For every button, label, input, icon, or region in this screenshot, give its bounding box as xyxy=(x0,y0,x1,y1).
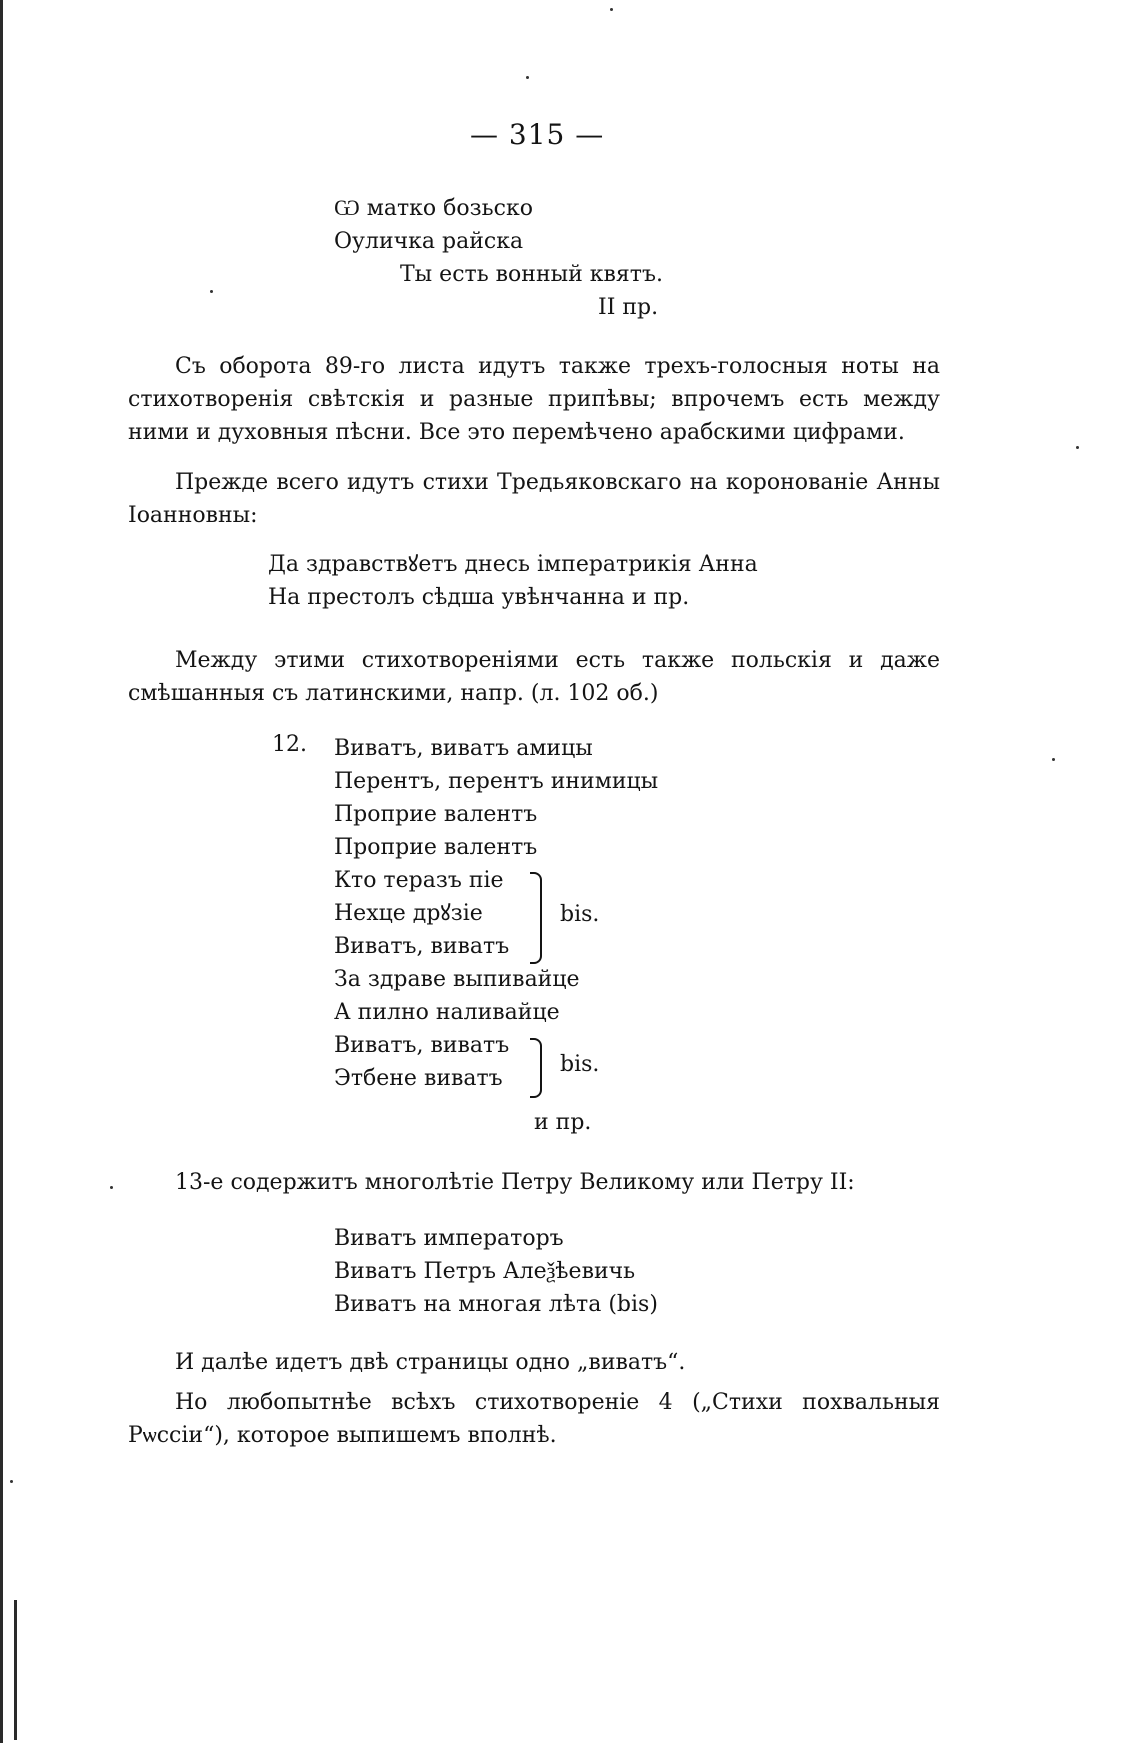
verse-coronation xyxy=(268,548,758,614)
verse-line: II пр. xyxy=(598,295,659,320)
paragraph-polish-poems: Между этими стихотвореніями есть также польскія и даже смѣшанныя съ латинскими, напр. (л. 102 об.) xyxy=(128,648,940,706)
verse-emperor xyxy=(334,1222,658,1321)
song-number: 12. xyxy=(272,732,307,757)
verse-line: Нехце дрꙋзie xyxy=(334,901,483,926)
song-end: и пр. xyxy=(534,1110,592,1135)
verse-vivat-song xyxy=(334,732,658,1095)
verse-line: А пилно наливайце xyxy=(334,1000,560,1025)
page-number: — 315 — xyxy=(470,118,605,151)
scan-edge-bottom-left xyxy=(14,1600,17,1740)
scan-speck xyxy=(526,76,529,79)
verse-line: Этбене виватъ xyxy=(334,1066,503,1091)
scan-speck xyxy=(10,1480,13,1483)
verse-line: Виватъ императоръ xyxy=(334,1226,564,1251)
paragraph-two-pages: И далѣе идетъ двѣ страницы одно „виватъ“. xyxy=(175,1350,686,1375)
verse-line: На престолъ сѣдша увѣнчанна и пр. xyxy=(268,585,690,610)
verse-line: Ѡ матко бозьско xyxy=(334,196,533,221)
verse-line: Виватъ, виватъ xyxy=(334,934,510,959)
verse-line: Да здравствꙋетъ днесь імператрикія Анна xyxy=(268,552,758,577)
scan-speck xyxy=(210,290,213,293)
repeat-brace xyxy=(530,872,542,964)
verse-line: Проприе валентъ xyxy=(334,802,538,827)
verse-line: Перентъ, перентъ инимицы xyxy=(334,769,659,794)
scan-edge-left xyxy=(0,0,3,1743)
verse-line: Виватъ Петръ Алеѯѣевичь xyxy=(334,1259,636,1284)
scan-speck xyxy=(1076,446,1079,449)
scan-speck xyxy=(1052,758,1055,761)
paragraph-trediakovsky: Прежде всего идутъ стихи Тредьяковскаго на коронованіе Анны Іоанновны: xyxy=(128,470,940,528)
paragraph-secular-poems: Съ оборота 89-го листа идутъ также трехъ-голосныя ноты на стихотворенія свѣтскія и разные припѣвы; впрочемъ есть между ними и духовныя пѣсни. Все это перемѣчено арабскими цифрами. xyxy=(128,354,940,445)
paragraph-praise-russia: Но любопытнѣе всѣхъ стихотвореніе 4 („Стихи похвальныя Рѡссіи“), которое выпишемъ вполнѣ. xyxy=(128,1390,940,1448)
repeat-mark: bis. xyxy=(560,1052,600,1077)
repeat-mark: bis. xyxy=(560,902,600,927)
repeat-brace xyxy=(530,1038,542,1098)
verse-line: Виватъ, виватъ xyxy=(334,1033,510,1058)
scan-speck xyxy=(610,8,613,11)
verse-line: Кто теразъ пie xyxy=(334,868,504,893)
scan-speck xyxy=(110,1186,113,1189)
verse-line: Оуличка райска xyxy=(334,229,524,254)
verse-line: Проприе валентъ xyxy=(334,835,538,860)
verse-line: Виватъ, виватъ амицы xyxy=(334,736,593,761)
verse-line: За здраве выпивайце xyxy=(334,967,580,992)
verse-line: Ты есть вонный квятъ. xyxy=(400,262,663,287)
verse-mother-of-god xyxy=(334,192,663,324)
paragraph-mnogoletie: 13-е содержитъ многолѣтіе Петру Великому или Петру II: xyxy=(175,1170,855,1195)
verse-line: Виватъ на многая лѣта (bis) xyxy=(334,1292,658,1317)
